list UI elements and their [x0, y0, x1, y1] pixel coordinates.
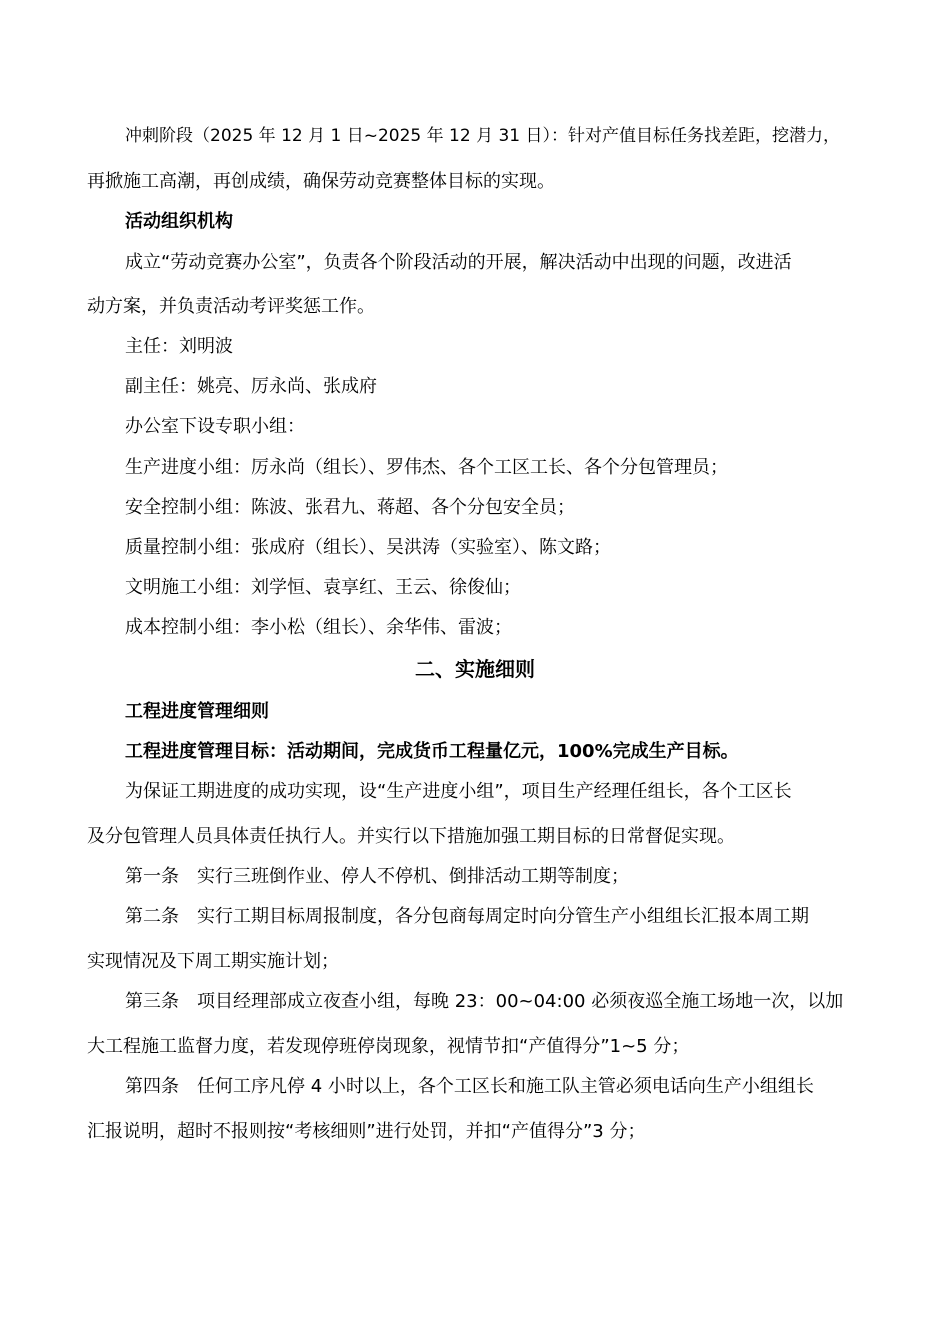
director-line: 主任：刘明波 — [125, 336, 233, 357]
heading-organization: 活动组织机构 — [125, 211, 233, 232]
article-2-line-1: 第二条 实行工期目标周报制度，各分包商每周定时向分管生产小组组长汇报本周工期 — [125, 906, 809, 927]
group-safety: 安全控制小组：陈波、张君九、蒋超、各个分包安全员； — [125, 497, 575, 518]
paragraph-office-line-2: 动方案，并负责活动考评奖惩工作。 — [87, 296, 375, 317]
group-cost: 成本控制小组：李小松（组长）、余华伟、雷波； — [125, 617, 512, 638]
article-1: 第一条 实行三班倒作业、停人不停机、倒排活动工期等制度； — [125, 866, 629, 887]
article-4-line-1: 第四条 任何工序凡停 4 小时以上，各个工区长和施工队主管必须电话向生产小组组长 — [125, 1076, 814, 1097]
group-production: 生产进度小组：厉永尚（组长）、罗伟杰、各个工区工长、各个分包管理员； — [125, 457, 728, 478]
paragraph-progress-line-1: 为保证工期进度的成功实现，设“生产进度小组”，项目生产经理任组长，各个工区长 — [125, 781, 792, 802]
section-title: 二、实施细则 — [415, 657, 535, 681]
deputy-director-line: 副主任：姚亮、厉永尚、张成府 — [125, 376, 377, 397]
article-3-line-1: 第三条 项目经理部成立夜查小组，每晚 23：00~04:00 必须夜巡全施工场地一次，以加 — [125, 991, 844, 1012]
article-4-line-2: 汇报说明，超时不报则按“考核细则”进行处罚，并扣“产值得分”3 分； — [87, 1121, 646, 1142]
paragraph-office-line-1: 成立“劳动竞赛办公室”，负责各个阶段活动的开展，解决活动中出现的问题，改进活 — [125, 252, 792, 273]
article-3-line-2: 大工程施工监督力度，若发现停班停岗现象，视情节扣“产值得分”1~5 分； — [87, 1036, 690, 1057]
paragraph-sprint-stage-line-1: 冲刺阶段（2025 年 12 月 1 日~2025 年 12 月 31 日）：针对产值目标任务找差距，挖潜力， — [125, 126, 841, 146]
article-2-line-2: 实现情况及下周工期实施计划； — [87, 951, 339, 972]
paragraph-progress-line-2: 及分包管理人员具体责任执行人。并实行以下措施加强工期目标的日常督促实现。 — [87, 826, 735, 847]
group-civilized-construction: 文明施工小组：刘学恒、袁享红、王云、徐俊仙； — [125, 577, 521, 598]
heading-progress-rules: 工程进度管理细则 — [125, 701, 269, 722]
paragraph-sprint-stage-line-2: 再掀施工高潮，再创成绩，确保劳动竞赛整体目标的实现。 — [87, 171, 555, 192]
progress-target: 工程进度管理目标：活动期间，完成货币工程量亿元，100%完成生产目标。 — [125, 741, 739, 762]
office-groups-intro: 办公室下设专职小组： — [125, 416, 305, 437]
group-quality: 质量控制小组：张成府（组长）、吴洪涛（实验室）、陈文路； — [125, 537, 611, 558]
